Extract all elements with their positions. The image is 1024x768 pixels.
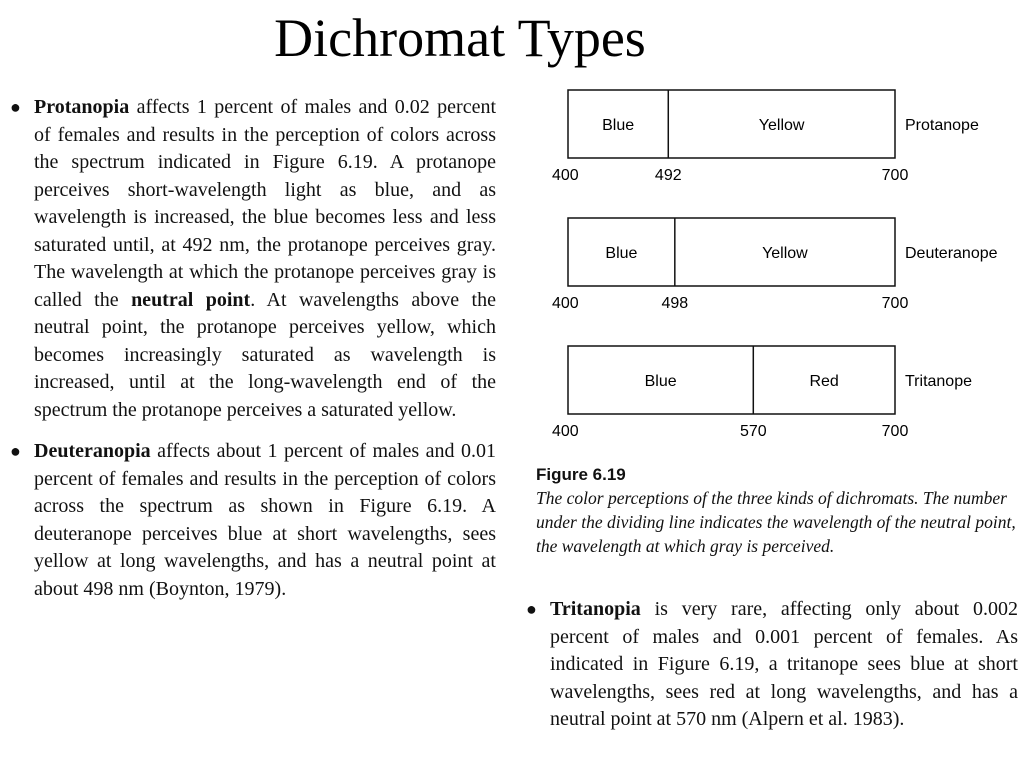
- protanope-start-tick: 400: [552, 167, 579, 184]
- tritanope-end-tick: 700: [881, 423, 909, 440]
- protanopia-term: Protanopia: [34, 96, 130, 118]
- left-column: [6, 94, 496, 617]
- tritanope-neutral-tick: 570: [739, 423, 767, 440]
- bullet-icon: ●: [10, 441, 21, 461]
- tritanopia-term: Tritanopia: [550, 598, 641, 620]
- deuteranope-right-label: Yellow: [762, 245, 808, 262]
- slide-title: Dichromat Types: [274, 8, 646, 68]
- figure-6-19-diagram: [540, 86, 1024, 506]
- tritanope-start-tick: 400: [552, 423, 579, 440]
- protanopia-text-b: . At wavelengths above the neutral point, the protanope perceives yellow, which becomes increasingly saturated as wavelength is increased, until at the long-wavelength end of the spectrum the protanope perceives a saturated yellow.: [34, 288, 496, 421]
- deuteranope-start-tick: 400: [552, 295, 579, 312]
- figure-caption-text: The color perceptions of the three kinds of dichromats. The number under the dividing line indicates the wavelength of the neutral point, the wavelength at which gray is perceived.: [536, 488, 1016, 556]
- tritanopia-text: is very rare, affecting only about 0.002 percent of males and 0.001 percent of females. As indicated in Figure 6.19, a tritanope sees blue at short wavelengths, sees red at long wavelengths, and has a neutral point at 570 nm (Alpern et al. 1983).: [550, 598, 1018, 730]
- bullet-tritanopia-item: [522, 596, 1018, 734]
- deuteranopia-paragraph: [34, 438, 496, 603]
- protanope-end-tick: 700: [881, 167, 909, 184]
- tritanopia-paragraph: [550, 596, 1018, 734]
- tritanope-left-label: Blue: [644, 373, 677, 390]
- bullet-protanopia: [6, 94, 496, 424]
- bullet-icon: ●: [10, 97, 21, 117]
- deuteranope-name-label: Deuteranope: [905, 245, 998, 262]
- deuteranopia-text: affects about 1 percent of males and 0.01 percent of females and results in the perception of colors across the spectrum as shown in Figure 6.19. A deuteranope perceives blue at short wavelengths, sees yellow at long wavelengths, and has a neutral point at about 498 nm (Boynton, 1979).: [34, 440, 496, 600]
- tritanope-bar: [568, 346, 895, 414]
- deuteranope-neutral-tick: 498: [661, 295, 689, 312]
- bullet-deuteranopia: [6, 438, 496, 603]
- protanopia-text-a: affects 1 percent of males and 0.02 percent of females and results in the perception of colors across the spectrum indicated in Figure 6.19. A protanope perceives short-wavelength light as blue, and as wavelength is increased, the blue becomes less and less saturated until, at 492 nm, the protanope perceives gray. The wavelength at which the protanope perceives gray is called the: [34, 96, 496, 311]
- protanope-right-label: Yellow: [758, 117, 805, 134]
- dichromat-spectrum-svg: [540, 86, 1024, 446]
- figure-caption: [536, 464, 1020, 558]
- protanopia-paragraph: [34, 94, 496, 424]
- protanope-left-label: Blue: [602, 117, 635, 134]
- bullet-tritanopia: [522, 596, 1018, 748]
- tritanope-right-label: Red: [809, 373, 839, 390]
- neutral-point-term: neutral point: [131, 288, 251, 311]
- deuteranope-left-label: Blue: [605, 245, 638, 262]
- protanope-neutral-tick: 492: [654, 167, 682, 184]
- deuteranope-end-tick: 700: [881, 295, 909, 312]
- deuteranopia-term: Deuteranopia: [34, 440, 151, 462]
- protanope-name-label: Protanope: [905, 117, 979, 134]
- figure-label: Figure 6.19: [536, 465, 626, 484]
- bullet-icon: ●: [526, 599, 537, 619]
- tritanope-name-label: Tritanope: [905, 373, 972, 390]
